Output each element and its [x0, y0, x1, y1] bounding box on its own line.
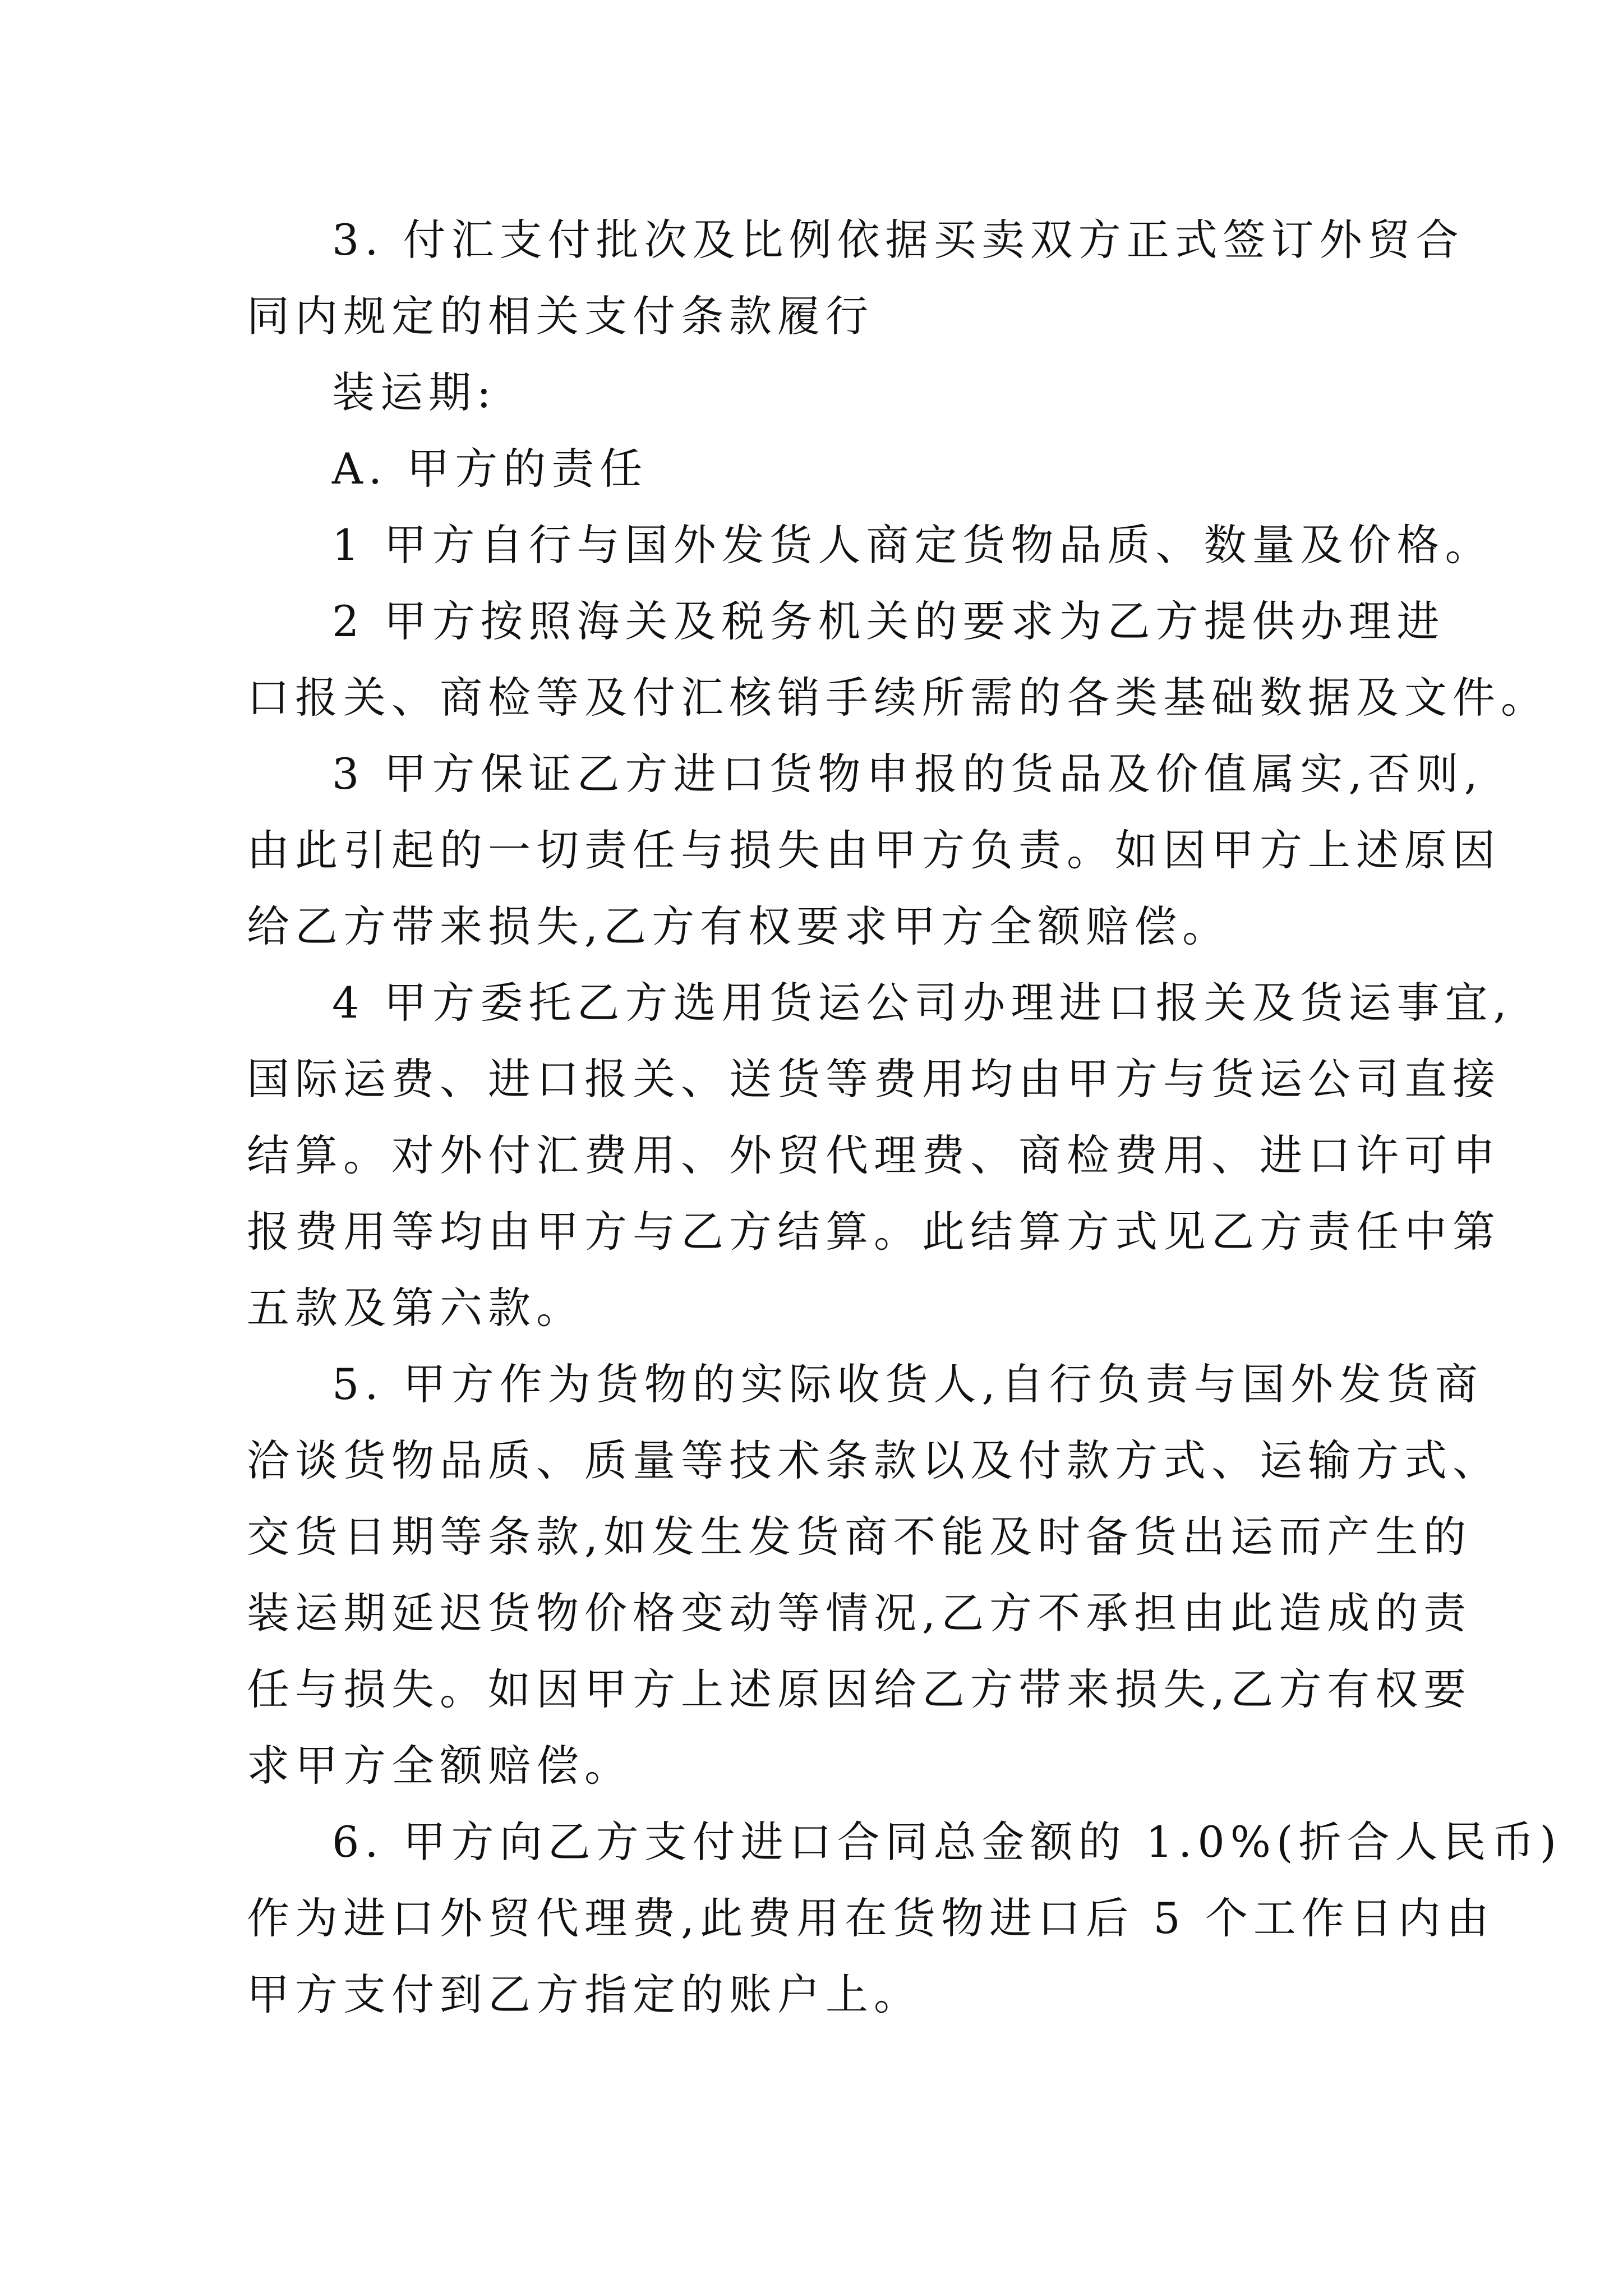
- party-a-responsibility-heading: A. 甲方的责任: [332, 444, 648, 494]
- clause-1-line-1: 1 甲方自行与国外发货人商定货物品质、数量及价格。: [332, 520, 1493, 570]
- clause-5-line-1: 5. 甲方作为货物的实际收货人,自行负责与国外发货商: [332, 1359, 1483, 1409]
- clause-4-line-3: 结算。对外付汇费用、外贸代理费、商检费用、进口许可申: [247, 1130, 1501, 1180]
- paragraph-3-line-1: 3. 付汇支付批次及比例依据买卖双方正式签订外贸合: [332, 215, 1464, 265]
- clause-3-line-3: 给乙方带来损失,乙方有权要求甲方全额赔偿。: [247, 901, 1231, 951]
- clause-3-line-2: 由此引起的一切责任与损失由甲方负责。如因甲方上述原因: [247, 825, 1501, 875]
- clause-5-line-6: 求甲方全额赔偿。: [247, 1741, 633, 1791]
- clause-4-line-4: 报费用等均由甲方与乙方结算。此结算方式见乙方责任中第: [247, 1207, 1501, 1257]
- clause-6-line-1: 6. 甲方向乙方支付进口合同总金额的 1.0%(折合人民币): [332, 1817, 1562, 1867]
- clause-3-line-1: 3 甲方保证乙方进口货物申报的货品及价值属实,否则,: [332, 749, 1483, 799]
- clause-6-line-3: 甲方支付到乙方指定的账户上。: [247, 1970, 922, 2019]
- clause-4-line-2: 国际运费、进口报关、送货等费用均由甲方与货运公司直接: [247, 1054, 1501, 1104]
- clause-6-line-2: 作为进口外贸代理费,此费用在货物进口后 5 个工作日内由: [247, 1893, 1495, 1943]
- clause-5-line-3: 交货日期等条款,如发生发货商不能及时备货出运而产生的: [247, 1512, 1472, 1562]
- clause-2-line-2: 口报关、商检等及付汇核销手续所需的各类基础数据及文件。: [247, 673, 1549, 723]
- clause-5-line-2: 洽谈货物品质、质量等技术条款以及付款方式、运输方式、: [247, 1435, 1501, 1485]
- clause-4-line-5: 五款及第六款。: [247, 1283, 584, 1333]
- document-body: [247, 202, 1562, 2033]
- clause-5-line-5: 任与损失。如因甲方上述原因给乙方带来损失,乙方有权要: [247, 1664, 1472, 1714]
- clause-5-line-4: 装运期延迟货物价格变动等情况,乙方不承担由此造成的责: [247, 1588, 1472, 1638]
- clause-4-line-1: 4 甲方委托乙方选用货运公司办理进口报关及货运事宜,: [332, 978, 1513, 1028]
- shipment-period-heading: 装运期:: [332, 367, 497, 417]
- paragraph-3-line-2: 同内规定的相关支付条款履行: [247, 291, 874, 341]
- clause-2-line-1: 2 甲方按照海关及税务机关的要求为乙方提供办理进: [332, 596, 1445, 646]
